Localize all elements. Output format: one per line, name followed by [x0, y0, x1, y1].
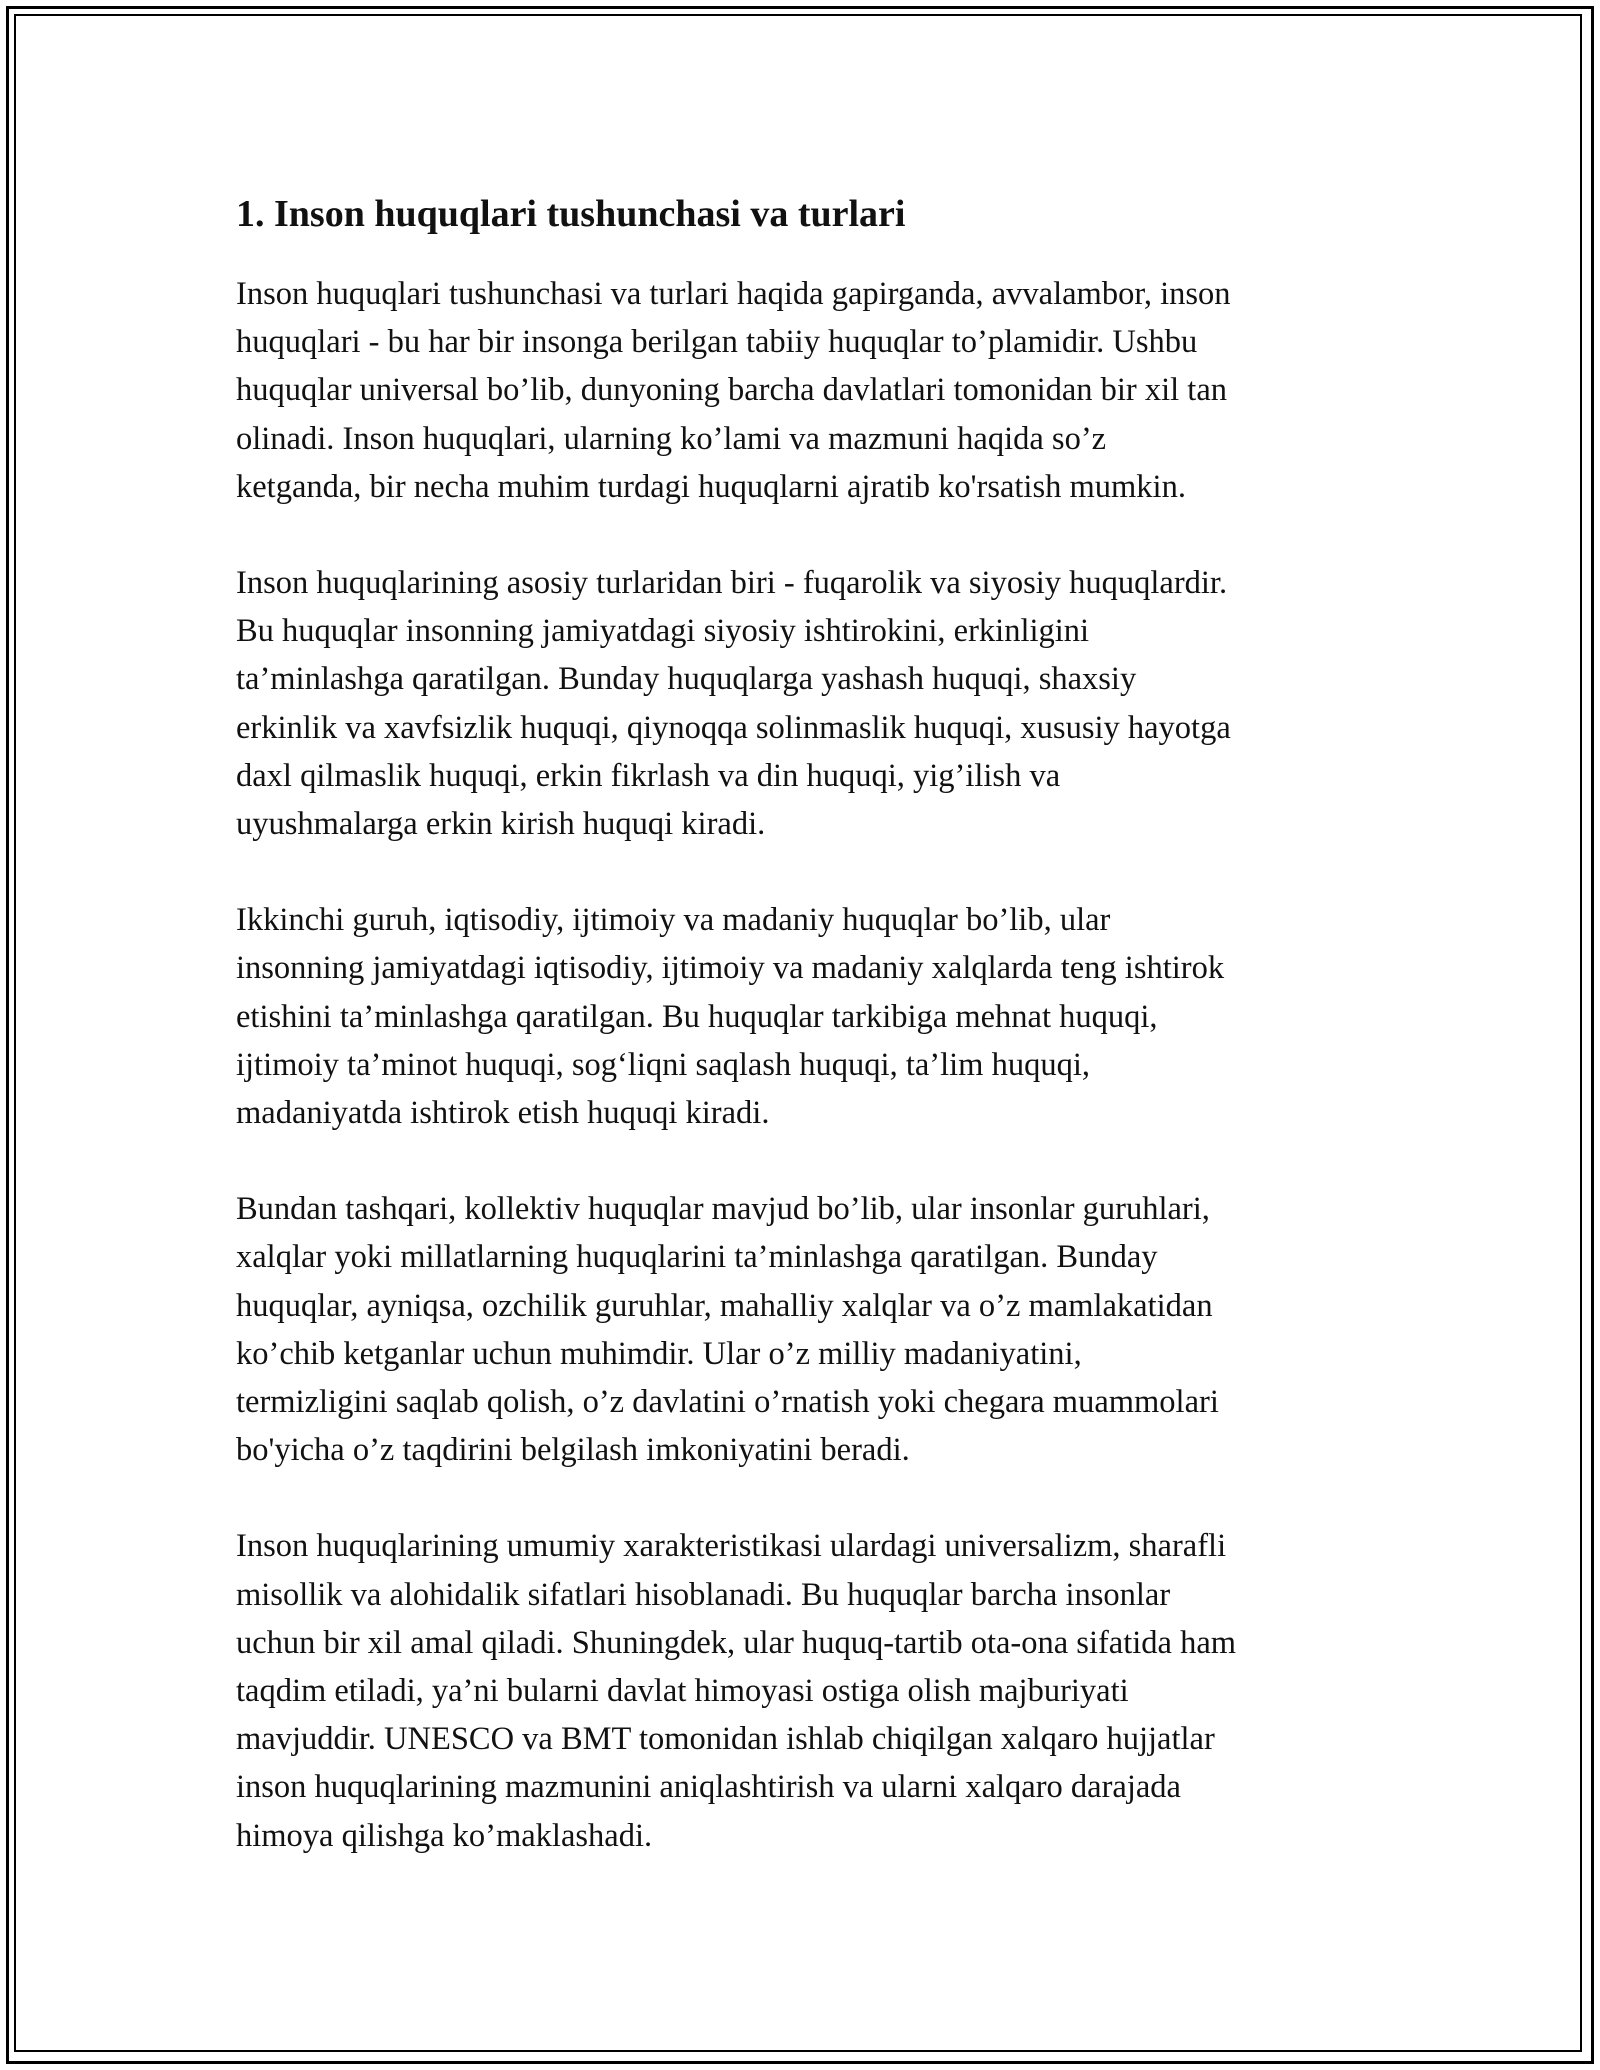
paragraph-line: Bu huquqlar insonning jamiyatdagi siyosiy ishtirokini, erkinligini: [236, 613, 1090, 650]
paragraph-line: madaniyatda ishtirok etish huquqi kiradi.: [236, 1095, 770, 1132]
section-heading: 1. Inson huquqlari tushunchasi va turlari: [236, 193, 906, 235]
paragraph-line: ko’chib ketganlar uchun muhimdir. Ular o’z milliy madaniyatini,: [236, 1335, 1082, 1372]
paragraph-line: uchun bir xil amal qiladi. Shuningdek, ular huquq-tartib ota-ona sifatida ham: [236, 1624, 1237, 1661]
paragraph-line: ketganda, bir necha muhim turdagi huquqlarni ajratib ko'rsatish mumkin.: [236, 468, 1186, 505]
paragraph-line: huquqlar, ayniqsa, ozchilik guruhlar, mahalliy xalqlar va o’z mamlakatidan: [236, 1287, 1213, 1324]
paragraph-line: taqdim etiladi, ya’ni bularni davlat himoyasi ostiga olish majburiyati: [236, 1673, 1129, 1710]
paragraph-line: bo'yicha o’z taqdirini belgilash imkoniyatini beradi.: [236, 1432, 910, 1469]
paragraph-line: uyushmalarga erkin kirish huquqi kiradi.: [236, 806, 766, 843]
paragraph-4: [236, 1185, 1376, 1474]
paragraph-line: mavjuddir. UNESCO va BMT tomonidan ishlab chiqilgan xalqaro hujjatlar: [236, 1721, 1215, 1758]
paragraph-line: Inson huquqlari tushunchasi va turlari haqida gapirganda, avvalambor, inson: [236, 276, 1231, 312]
document-body: [236, 188, 1376, 1908]
paragraph-line: ta’minlashga qaratilgan. Bunday huquqlarga yashash huquqi, shaxsiy: [236, 661, 1137, 698]
paragraph-line: etishini ta’minlashga qaratilgan. Bu huquqlar tarkibiga mehnat huquqi,: [236, 998, 1158, 1035]
paragraph-5: [236, 1522, 1376, 1859]
paragraph-line: xalqlar yoki millatlarning huquqlarini ta’minlashga qaratilgan. Bunday: [236, 1239, 1158, 1276]
paragraph-line: Inson huquqlarining umumiy xarakteristikasi ulardagi universalizm, sharafli: [236, 1528, 1227, 1565]
paragraph-1: [236, 270, 1376, 511]
paragraph-line: huquqlar universal bo’lib, dunyoning barcha davlatlari tomonidan bir xil tan: [236, 372, 1228, 409]
paragraph-line: ijtimoiy ta’minot huquqi, sog‘liqni saqlash huquqi, ta’lim huquqi,: [236, 1046, 1090, 1083]
paragraph-line: Bundan tashqari, kollektiv huquqlar mavjud bo’lib, ular insonlar guruhlari,: [236, 1191, 1210, 1228]
paragraph-line: Inson huquqlarining asosiy turlaridan biri - fuqarolik va siyosiy huquqlardir.: [236, 565, 1228, 602]
paragraph-line: daxl qilmaslik huquqi, erkin fikrlash va din huquqi, yig’ilish va: [236, 757, 1061, 794]
paragraph-line: huquqlari - bu har bir insonga berilgan tabiiy huquqlar to’plamidir. Ushbu: [236, 324, 1198, 361]
paragraph-line: inson huquqlarining mazmunini aniqlashtirish va ularni xalqaro darajada: [236, 1769, 1181, 1806]
paragraph-2: [236, 559, 1376, 848]
paragraph-line: erkinlik va xavfsizlik huquqi, qiynoqqa solinmaslik huquqi, xususiy hayotga: [236, 709, 1231, 746]
paragraph-line: olinadi. Inson huquqlari, ularning ko’lami va mazmuni haqida so’z: [236, 420, 1107, 457]
paragraph-line: termizligini saqlab qolish, o’z davlatini o’rnatish yoki chegara muammolari: [236, 1384, 1219, 1421]
paragraph-line: himoya qilishga ko’maklashadi.: [236, 1817, 653, 1854]
paragraph-line: misollik va alohidalik sifatlari hisoblanadi. Bu huquqlar barcha insonlar: [236, 1576, 1171, 1613]
paragraph-3: [236, 896, 1376, 1137]
paragraph-line: Ikkinchi guruh, iqtisodiy, ijtimoiy va madaniy huquqlar bo’lib, ular: [236, 902, 1111, 939]
paragraph-line: insonning jamiyatdagi iqtisodiy, ijtimoiy va madaniy xalqlarda teng ishtirok: [236, 950, 1225, 987]
